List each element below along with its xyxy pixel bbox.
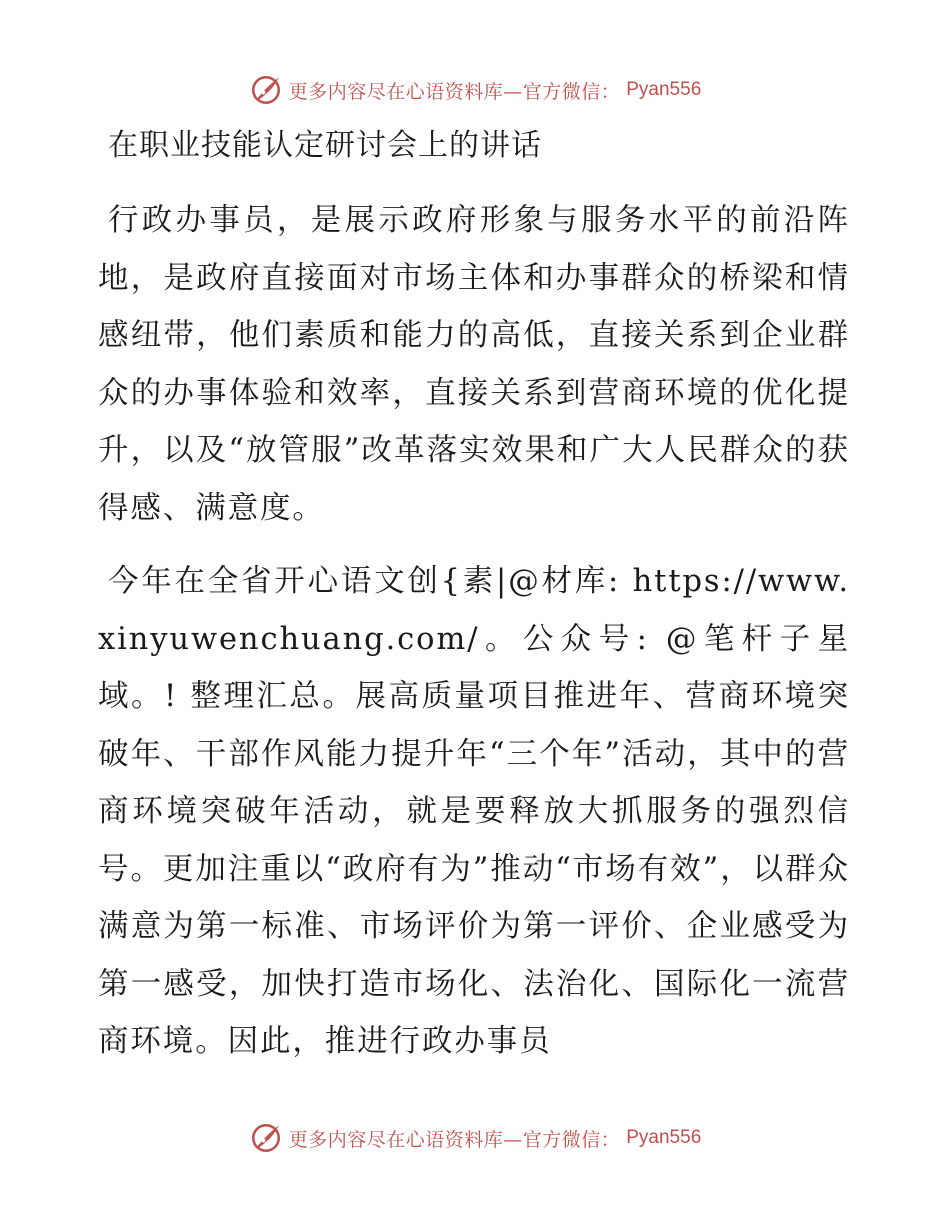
document-body [98, 124, 850, 1087]
document-title: 在职业技能认定研讨会上的讲话 [108, 128, 542, 163]
quill-logo-icon [249, 73, 283, 107]
footer-banner-text: 更多内容尽在心语资料库—官方微信： [288, 1128, 621, 1151]
header-banner-text: 更多内容尽在心语资料库—官方微信： [288, 80, 621, 103]
header-wechat-id: Pyan556 [626, 79, 702, 100]
quill-logo-icon [249, 1121, 283, 1155]
footer-banner [0, 1118, 950, 1158]
footer-banner-content [249, 1121, 702, 1155]
paragraph-1: 行政办事员，是展示政府形象与服务水平的前沿阵地，是政府直接面对市场主体和办事群众的桥梁和情感纽带，他们素质和能力的高低，直接关系到企业群众的办事体验和效率，直接关系到营商环境的优化提升，以及“放管服”改革落实效果和广大人民群众的获得感、满意度。 [98, 203, 850, 526]
paragraph-2: 今年在全省开心语文创{素|@材库: https://www.xinyuwenchuang.com/。公众号: @笔杆子星域。! 整理汇总。展高质量项目推进年、营商环境突破年、干部作风能力提升年“三个年”活动，其中的营商环境突破年活动，就是要释放大抓服务的强烈信号。更加注重以“政府有为”推动“市场有效”，以群众满意为第一标准、市场评价为第一评价、企业感受为第一感受，加快打造市场化、法治化、国际化一流营商环境。因此，推进行政办事员 [98, 564, 850, 1059]
header-banner-content [249, 73, 702, 107]
header-banner [0, 70, 950, 110]
footer-wechat-id: Pyan556 [626, 1127, 702, 1148]
